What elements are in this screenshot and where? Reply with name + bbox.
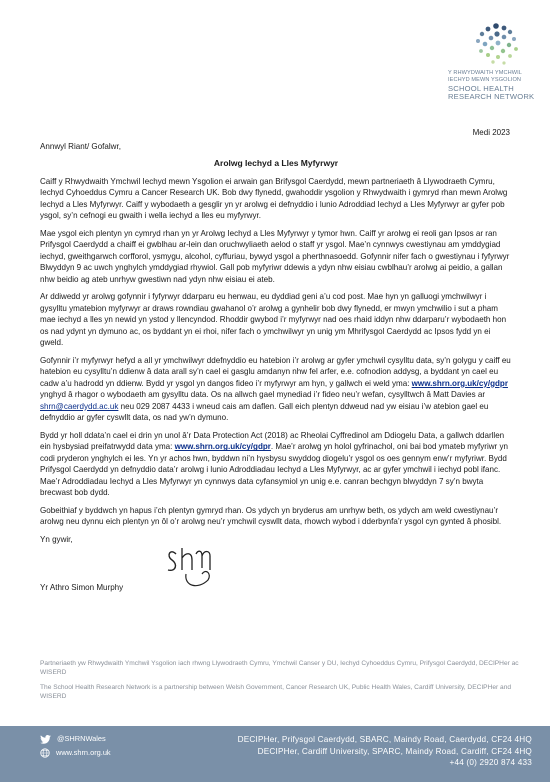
phone-number: +44 (0) 2920 874 433: [449, 758, 532, 768]
paragraph-4: Gofynnir i’r myfyrwyr hefyd a all yr ymchwilwyr ddefnyddio eu hatebion i’r arolwg ar gyfer ymchwil cysylltu data, sy’n golygu y caiff eu hatebion eu cysylltu’n ddienw â data arall sy’n cael ei gasglu amdanyn nhw fel arfer, e.e. cofnodion addysg, a byddant yn cael eu cadw a’u hadrodd yn ddienw. Bydd yr ysgol yn dangos fideo i’r myfyrwyr am hyn, y gallwch ei weld yma: www.shrn.org.uk/cy/gdpr ynghyd â rhagor o wybodaeth am gysylltu data. Os na allwch gael mynediad i’r fideo neu’r wefan, cysylltwch â Matt Davies ar shrn@caerdydd.ac.uk neu 029 2087 4433 i wneud cais am daflen. Gall eich plentyn ddweud nad yw eisiau i’w atebion gael eu defnyddio ar gyfer cyswllt data, os nad yw’n dymuno.: [40, 356, 511, 423]
website-url: www.shrn.org.uk: [56, 748, 111, 757]
twitter-row[interactable]: [40, 732, 111, 746]
paragraph-3: Ar ddiwedd yr arolwg gofynnir i fyfyrwyr ddarparu eu henwau, eu dyddiad geni a’u cod post. Mae hyn yn galluogi ymchwilwyr i gysylltu ymatebion myfyrwyr ar draws rowndiau gwahanol o’r arolwg a gynhelir bob dwy flynedd, er mwyn ymchwilio i sut a pham mae iechyd a lles yn newid yn ystod y llencyndod. Rhoddir gwybod i’r myfyrwyr nad oes rhaid iddyn nhw ddarparu’r wybodaeth hon os nad ydynt yn dymuno ac, os byddant yn ei rhoi, nifer fach o ymchwilwyr yn unig ym Mhrifysgol Caerdydd ac Ipsos fydd yn ei gweld.: [40, 292, 507, 348]
letter-date: Medi 2023: [472, 128, 510, 137]
footnote-welsh: Partneriaeth yw Rhwydwaith Ymchwil Ysgolion iach rhwng Llywodraeth Cymru, Ymchwil Canser y DU, Iechyd Cyhoeddus Cymru, Prifysgol Caerdydd, DECIPHer ac WISERD: [40, 660, 519, 676]
logo-dots-icon: [464, 22, 530, 66]
closing: Yn gywir,: [40, 535, 73, 545]
greeting: Annwyl Riant/ Gofalwr,: [40, 142, 121, 151]
signature-row: [40, 546, 512, 582]
twitter-bird-icon: [40, 735, 51, 744]
paragraph-1: Caiff y Rhwydwaith Ymchwil Iechyd mewn Ysgolion ei arwain gan Brifysgol Caerdydd, mewn partneriaeth â Llywodraeth Cymru, Iechyd Cyhoeddus Cymru a Cancer Research UK. Bob dwy flynedd, gwahoddir ysgolion y Rhwydwaith i gymryd rhan mewn Arolwg Iechyd a Lles Myfyrwyr. Caiff y wybodaeth a gesglir yn yr arolwg ei defnyddio i lunio Adroddiad Iechyd a Lles Myfyrwyr ar gyfer pob ysgol, sy’n cefnogi eu gwaith i wella iechyd a lles eu myfyrwyr.: [40, 176, 508, 221]
footer-address: [238, 734, 532, 769]
footer-social: [40, 732, 111, 760]
website-row[interactable]: [40, 746, 111, 760]
paragraph-2: Mae ysgol eich plentyn yn cymryd rhan yn yr Arolwg Iechyd a Lles Myfyrwyr y tymor hwn. Caiff yr arolwg ei reoli gan Ipsos ar ran Prifysgol Caerdydd a chaiff ei gwblhau ar-lein dan oruchwyliaeth aelod o staff yr ysgol. Mae’n cynnwys cwestiynau am ymddygiad iechyd, gweithgarwch corfforol, ysmygu, alcohol, cyffuriau, bywyd ysgol a pherthnasoedd. Gofynnir nifer fach o gwestiynau i fyfyrwyr Blwyddyn 9 ac uwch ynghylch ymddygiad rhywiol. Gall pob myfyriwr ddewis a ydyn nhw eisiau cwblhau’r arolwg ai peidio, a gallan nhw beidio ag ateb unrhyw gwestiwn nad ydyn nhw eisiau ei ateb.: [40, 228, 510, 284]
shrn-logo: [448, 22, 540, 102]
logo-title: SCHOOL HEALTH RESEARCH NETWORK: [448, 84, 535, 102]
twitter-handle: @SHRNWales: [57, 734, 106, 743]
globe-icon: [40, 748, 50, 758]
privacy-link[interactable]: www.shrn.org.uk/cy/gdpr: [174, 442, 271, 452]
gdpr-link[interactable]: www.shrn.org.uk/cy/gdpr: [411, 378, 508, 388]
address-welsh: DECIPHer, Prifysgol Caerdydd, SBARC, Maindy Road, Caerdydd, CF24 4HQ: [237, 735, 532, 744]
email-link[interactable]: shrn@caerdydd.ac.uk: [40, 401, 119, 411]
handwritten-signature-icon: [162, 540, 222, 592]
footer-bar: [0, 726, 550, 782]
logo-subtitle: Y RHWYDWAITH YMCHWIL IECHYD MEWN YSGOLION: [448, 70, 522, 83]
footnote-english: The School Health Research Network is a partnership between Welsh Government, Cancer Research UK, Public Health Wales, Cardiff University, DECIPHer and WISERD: [40, 684, 512, 700]
paragraph-5: Bydd yr holl ddata’n cael ei drin yn unol â’r Data Protection Act (2018) ac Rheolai Cyffredinol am Ddiogelu Data, a gallwch ddarllen ein hysbysiad preifatrwydd data yma: www.shrn.org.uk/cy/gdpr. Mae’r arolwg yn holol gyfrinachol, oni bai bod ymateb myfyriwr yn codi pryderon ynghylch ei les. Yn yr achos hwn, byddwn ni’n hysbysu swyddog diogelu’r ysgol os oes gennym enw’r myfyriwr. Bydd Prifysgol Caerdydd yn defnyddio data’r arolwg i lunio Adroddiadau Iechyd a Lles Myfyrwyr, ac ar gyfer ymchwil i iechyd pobl ifanc. Mae’r Adroddiadau Iechyd a Lles Myfyrwyr yn cynnwys data cyfansymiol yn unig e.e. canran bechgyn blwyddyn 7 sy’n bwyta brecwast bob dydd.: [40, 430, 508, 497]
paragraph-6: Gobeithiaf y byddwch yn hapus i’ch plentyn gymryd rhan. Os ydych yn bryderus am unrhyw beth, os ydych am weld cwestiynau’r arolwg neu dynnu eich plentyn yn ôl o’r arolwg neu’r ymchwil cyswllt data, rhowch wybod i dderbynfa’r ysgol cyn gynted â phosibl.: [40, 505, 502, 527]
letter-title: Arolwg Iechyd a Lles Myfyrwyr: [213, 158, 339, 169]
footnotes: [40, 660, 522, 708]
address-english: DECIPHer, Cardiff University, SPARC, Maindy Road, Cardiff, CF24 4HQ: [257, 746, 532, 756]
letter-body: [40, 141, 512, 593]
signatory-name: Yr Athro Simon Murphy: [40, 582, 124, 592]
